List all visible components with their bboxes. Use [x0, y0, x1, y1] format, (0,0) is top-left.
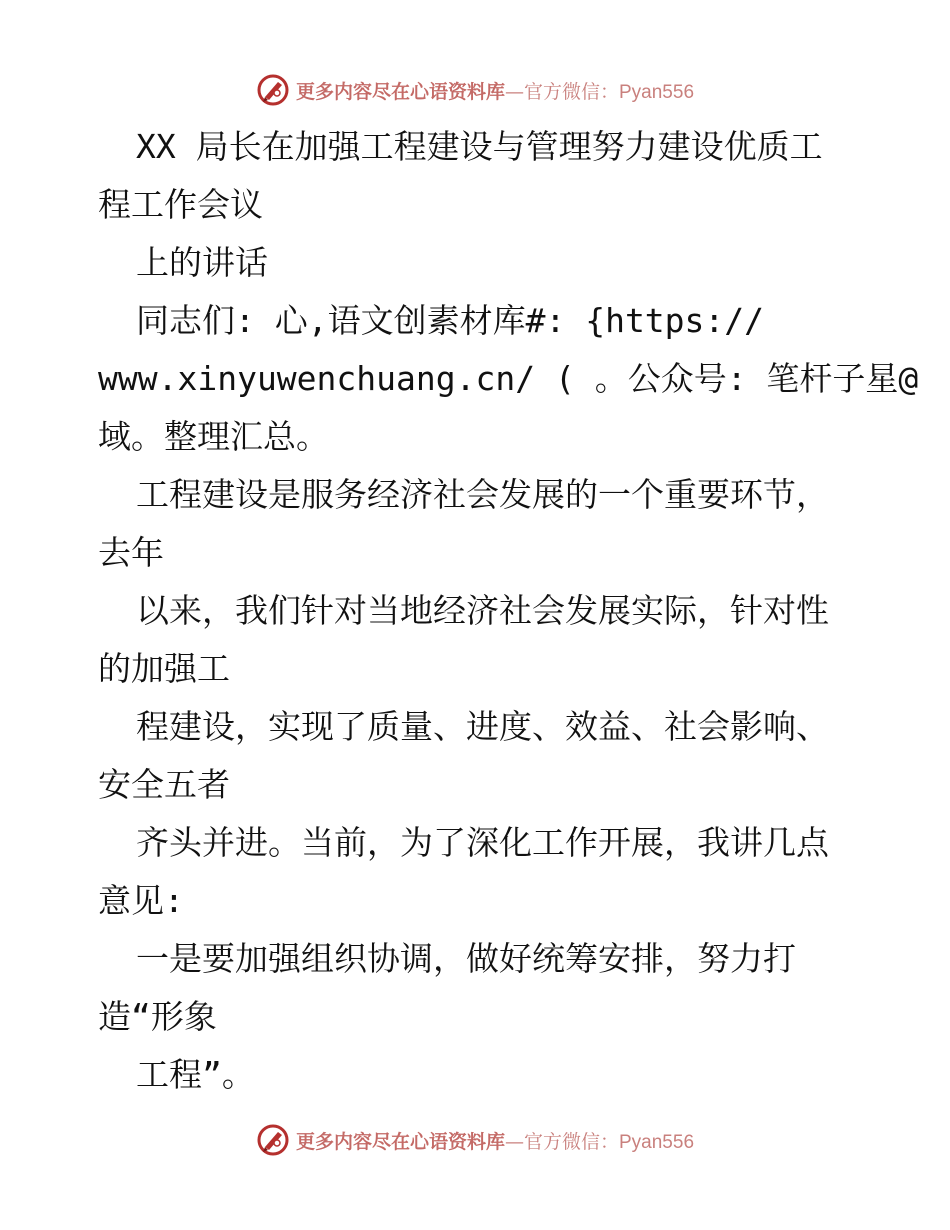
watermark-wechat-id: Pyan556	[619, 1131, 695, 1153]
paragraph-line: 齐头并进。当前，为了深化工作开展，我讲几点	[136, 823, 829, 862]
title-line-1: XX 局长在加强工程建设与管理努力建设优质工	[136, 127, 823, 166]
paragraph-line: www.xinyuwenchuang.cn/ ( 。公众号: 笔杆子星@	[98, 359, 919, 398]
title-line-2: 程工作会议	[98, 185, 263, 224]
subtitle-line: 上的讲话	[136, 243, 268, 282]
paragraph-line: 一是要加强组织协调，做好统筹安排，努力打	[136, 939, 796, 978]
paragraph-line: 工程建设是服务经济社会发展的一个重要环节，	[136, 475, 829, 514]
paragraph-line: 工程”。	[136, 1055, 255, 1094]
paragraph-line: 程建设，实现了质量、进度、效益、社会影响、	[136, 707, 829, 746]
paragraph-line: 的加强工	[98, 649, 230, 688]
paragraph-line: 安全五者	[98, 765, 230, 804]
watermark-label: 官方微信：	[523, 1130, 619, 1153]
watermark-wechat-id: Pyan556	[619, 81, 695, 103]
paragraph-line: 去年	[98, 533, 164, 572]
watermark-separator: —	[504, 1130, 524, 1153]
watermark-banner-top	[0, 70, 950, 110]
watermark-label: 官方微信：	[523, 80, 619, 103]
pen-seal-logo-icon	[256, 73, 290, 107]
paragraph-line: 同志们: 心,语文创素材库#: {https://	[136, 301, 765, 340]
paragraph-line: 造“形象	[98, 997, 217, 1036]
paragraph-line: 意见:	[98, 881, 184, 920]
watermark-content	[256, 1123, 694, 1157]
pen-seal-logo-icon	[256, 1123, 290, 1157]
paragraph-line: 以来，我们针对当地经济社会发展实际，针对性	[136, 591, 829, 630]
paragraph-line: 域。整理汇总。	[98, 417, 329, 456]
watermark-banner-bottom	[0, 1120, 950, 1160]
watermark-separator: —	[504, 80, 524, 103]
watermark-brand: 更多内容尽在心语资料库	[295, 80, 505, 103]
document-body	[98, 118, 919, 1104]
watermark-brand: 更多内容尽在心语资料库	[295, 1130, 505, 1153]
watermark-content	[256, 73, 694, 107]
